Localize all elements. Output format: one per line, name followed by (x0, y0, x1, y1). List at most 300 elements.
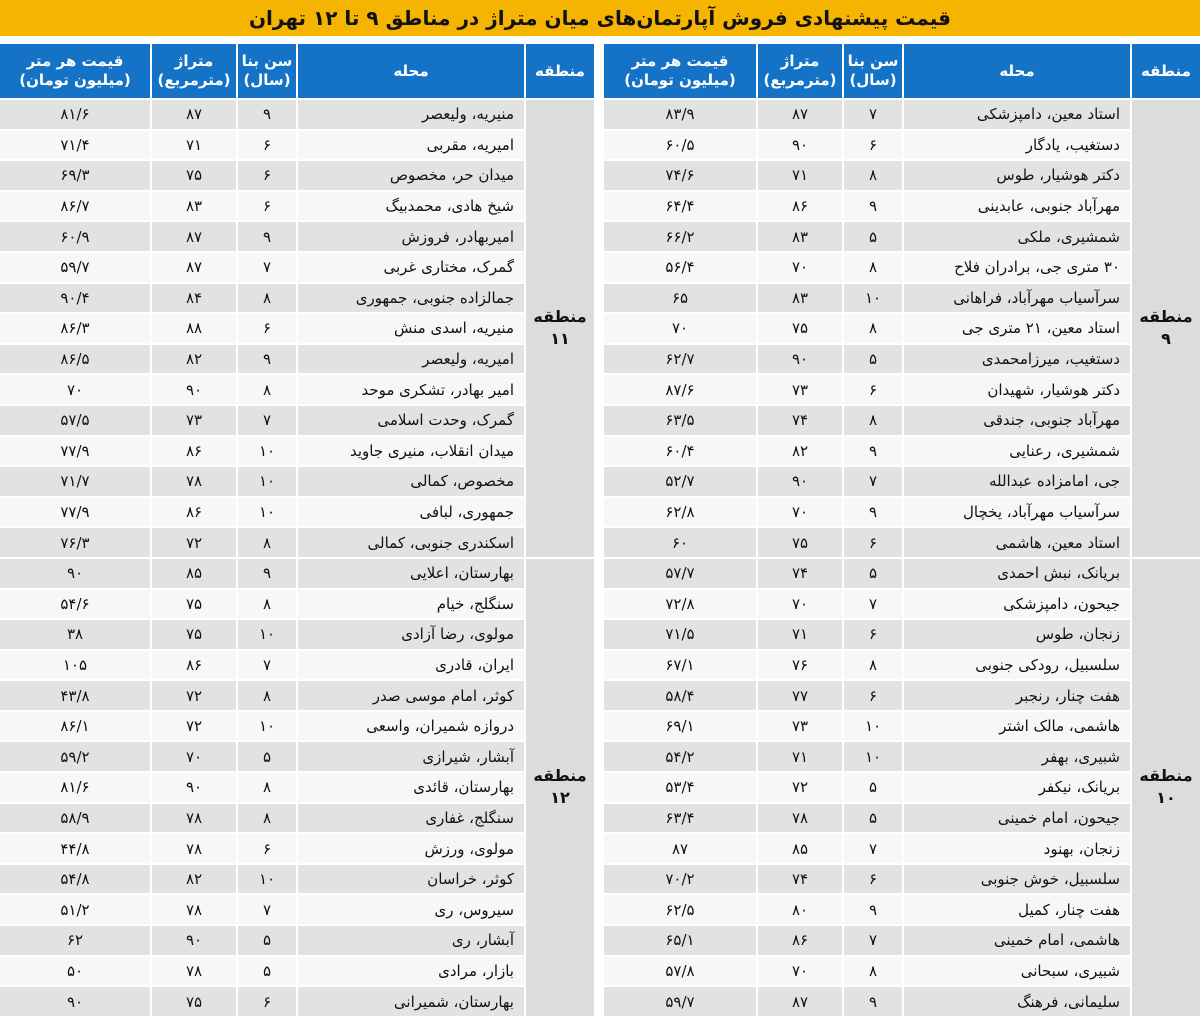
age-cell: ۹ (842, 437, 902, 466)
area-cell: ۷۱ (756, 161, 842, 190)
area-cell: ۹۰ (756, 345, 842, 374)
area-cell: ۸۳ (756, 284, 842, 313)
area-cell: ۷۲ (150, 681, 236, 710)
table-row (604, 131, 1200, 160)
age-cell: ۱۰ (236, 620, 296, 649)
area-cell: ۷۴ (756, 559, 842, 588)
age-cell: ۶ (842, 865, 902, 894)
price-cell: ۶۴/۴ (604, 192, 756, 221)
area-cell: ۷۵ (756, 528, 842, 557)
age-cell: ۸ (236, 528, 296, 557)
age-cell: ۶ (842, 131, 902, 160)
header-neighborhood: محله (902, 44, 1130, 98)
table-row (0, 406, 594, 435)
neighborhood-cell: استاد معین، ۲۱ متری جی (902, 314, 1130, 343)
region-cell: منطقه ۱۰ (1130, 559, 1200, 1016)
age-cell: ۶ (842, 528, 902, 557)
region-cell: منطقه ۹ (1130, 100, 1200, 557)
area-cell: ۷۶ (756, 651, 842, 680)
neighborhood-cell: زنجان، طوس (902, 620, 1130, 649)
price-cell: ۵۶/۴ (604, 253, 756, 282)
age-cell: ۵ (842, 773, 902, 802)
table-row (604, 926, 1200, 955)
area-cell: ۷۴ (756, 865, 842, 894)
table-row (0, 804, 594, 833)
table-row (604, 437, 1200, 466)
table-row (604, 161, 1200, 190)
table-row (0, 100, 594, 129)
price-cell: ۵۸/۴ (604, 681, 756, 710)
age-cell: ۸ (236, 804, 296, 833)
age-cell: ۷ (236, 895, 296, 924)
header-price: قیمت هر متر (میلیون تومان) (0, 44, 150, 98)
area-cell: ۸۳ (150, 192, 236, 221)
price-cell: ۸۶/۳ (0, 314, 150, 343)
neighborhood-cell: هفت چنار، کمیل (902, 895, 1130, 924)
price-cell: ۵۳/۴ (604, 773, 756, 802)
area-cell: ۸۶ (150, 498, 236, 527)
price-cell: ۶۰/۴ (604, 437, 756, 466)
table-row (604, 253, 1200, 282)
table-row (604, 987, 1200, 1016)
age-cell: ۸ (842, 651, 902, 680)
age-cell: ۱۰ (236, 712, 296, 741)
table-row (0, 253, 594, 282)
area-cell: ۷۱ (150, 131, 236, 160)
age-cell: ۵ (842, 804, 902, 833)
header-price: قیمت هر متر (میلیون تومان) (604, 44, 756, 98)
price-cell: ۸۱/۶ (0, 100, 150, 129)
age-cell: ۷ (842, 100, 902, 129)
area-cell: ۸۶ (150, 651, 236, 680)
age-cell: ۸ (236, 284, 296, 313)
neighborhood-cell: منیریه، ولیعصر (296, 100, 524, 129)
age-cell: ۶ (236, 192, 296, 221)
area-cell: ۸۵ (756, 834, 842, 863)
age-cell: ۱۰ (236, 865, 296, 894)
area-cell: ۷۰ (756, 498, 842, 527)
price-cell: ۶۹/۱ (604, 712, 756, 741)
table-row (604, 681, 1200, 710)
price-cell: ۷۶/۳ (0, 528, 150, 557)
age-cell: ۶ (842, 681, 902, 710)
neighborhood-cell: استاد معین، دامپزشکی (902, 100, 1130, 129)
area-cell: ۷۵ (150, 620, 236, 649)
age-cell: ۷ (842, 467, 902, 496)
neighborhood-cell: آبشار، شیرازی (296, 742, 524, 771)
neighborhood-cell: مهرآباد جنوبی، جندقی (902, 406, 1130, 435)
neighborhood-cell: سنگلج، خیام (296, 590, 524, 619)
neighborhood-cell: سلسبیل، رودکی جنوبی (902, 651, 1130, 680)
table-row (0, 467, 594, 496)
neighborhood-cell: بهارستان، قائدی (296, 773, 524, 802)
neighborhood-cell: گمرک، مختاری غربی (296, 253, 524, 282)
price-cell: ۷۴/۶ (604, 161, 756, 190)
neighborhood-cell: سرآسیاب مهرآباد، یخچال (902, 498, 1130, 527)
price-cell: ۷۰ (0, 375, 150, 404)
table-row (604, 222, 1200, 251)
price-cell: ۶۵/۱ (604, 926, 756, 955)
age-cell: ۷ (236, 253, 296, 282)
area-cell: ۷۲ (150, 712, 236, 741)
neighborhood-cell: میدان حر، مخصوص (296, 161, 524, 190)
table-row (0, 528, 594, 557)
area-cell: ۸۵ (150, 559, 236, 588)
price-cell: ۶۲ (0, 926, 150, 955)
table-row (0, 742, 594, 771)
table-row (0, 681, 594, 710)
price-cell: ۶۵ (604, 284, 756, 313)
area-cell: ۸۰ (756, 895, 842, 924)
price-cell: ۸۱/۶ (0, 773, 150, 802)
age-cell: ۸ (842, 161, 902, 190)
age-cell: ۷ (236, 406, 296, 435)
neighborhood-cell: سلیمانی، فرهنگ (902, 987, 1130, 1016)
price-cell: ۶۲/۸ (604, 498, 756, 527)
price-cell: ۷۷/۹ (0, 437, 150, 466)
table-row (604, 406, 1200, 435)
neighborhood-cell: هاشمی، امام خمینی (902, 926, 1130, 955)
price-cell: ۹۰/۴ (0, 284, 150, 313)
price-cell: ۸۷/۶ (604, 375, 756, 404)
table-body (604, 100, 1200, 1016)
area-cell: ۷۵ (150, 161, 236, 190)
table-row (0, 926, 594, 955)
price-cell: ۵۹/۲ (0, 742, 150, 771)
table-row (0, 620, 594, 649)
area-cell: ۸۷ (150, 253, 236, 282)
age-cell: ۱۰ (236, 437, 296, 466)
age-cell: ۸ (236, 590, 296, 619)
area-cell: ۷۸ (756, 804, 842, 833)
age-cell: ۵ (842, 345, 902, 374)
table-row (0, 131, 594, 160)
neighborhood-cell: بریانک، نبش احمدی (902, 559, 1130, 588)
price-cell: ۵۹/۷ (0, 253, 150, 282)
area-cell: ۸۷ (150, 100, 236, 129)
area-cell: ۷۰ (756, 253, 842, 282)
table-row (604, 712, 1200, 741)
neighborhood-cell: اسکندری جنوبی، کمالی (296, 528, 524, 557)
price-cell: ۵۷/۸ (604, 957, 756, 986)
age-cell: ۶ (842, 620, 902, 649)
area-cell: ۸۶ (756, 192, 842, 221)
neighborhood-cell: مخصوص، کمالی (296, 467, 524, 496)
area-cell: ۷۸ (150, 895, 236, 924)
neighborhood-cell: بریانک، نیکفر (902, 773, 1130, 802)
neighborhood-cell: امیریه، مقربی (296, 131, 524, 160)
area-cell: ۷۲ (150, 528, 236, 557)
age-cell: ۷ (842, 926, 902, 955)
area-cell: ۷۱ (756, 742, 842, 771)
price-cell: ۷۲/۸ (604, 590, 756, 619)
price-cell: ۵۲/۷ (604, 467, 756, 496)
neighborhood-cell: دستغیب، یادگار (902, 131, 1130, 160)
header-age: سن بنا (سال) (842, 44, 902, 98)
neighborhood-cell: جی، امامزاده عبدالله (902, 467, 1130, 496)
table-row (0, 957, 594, 986)
price-cell: ۵۰ (0, 957, 150, 986)
price-cell: ۷۰/۲ (604, 865, 756, 894)
table-row (604, 590, 1200, 619)
age-cell: ۷ (842, 590, 902, 619)
age-cell: ۱۰ (842, 712, 902, 741)
area-cell: ۸۴ (150, 284, 236, 313)
age-cell: ۶ (236, 987, 296, 1016)
price-cell: ۶۰ (604, 528, 756, 557)
area-cell: ۷۰ (756, 590, 842, 619)
neighborhood-cell: جمالزاده جنوبی، جمهوری (296, 284, 524, 313)
age-cell: ۵ (842, 559, 902, 588)
table-row (604, 314, 1200, 343)
neighborhood-cell: منیریه، اسدی منش (296, 314, 524, 343)
area-cell: ۹۰ (150, 773, 236, 802)
neighborhood-cell: مهرآباد جنوبی، عابدینی (902, 192, 1130, 221)
area-cell: ۸۲ (756, 437, 842, 466)
neighborhood-cell: سرآسیاب مهرآباد، فراهانی (902, 284, 1130, 313)
table-row (604, 620, 1200, 649)
age-cell: ۶ (236, 161, 296, 190)
table-row (604, 467, 1200, 496)
age-cell: ۹ (842, 192, 902, 221)
table-row (604, 773, 1200, 802)
table-row (0, 284, 594, 313)
neighborhood-cell: سنگلج، غفاری (296, 804, 524, 833)
area-cell: ۷۳ (150, 406, 236, 435)
area-cell: ۷۷ (756, 681, 842, 710)
table-row (0, 987, 594, 1016)
table-row (604, 834, 1200, 863)
age-cell: ۱۰ (842, 742, 902, 771)
table-row (0, 345, 594, 374)
neighborhood-cell: شمشیری، ملکی (902, 222, 1130, 251)
age-cell: ۹ (236, 345, 296, 374)
area-cell: ۷۵ (150, 590, 236, 619)
age-cell: ۶ (842, 375, 902, 404)
age-cell: ۹ (842, 987, 902, 1016)
area-cell: ۷۳ (756, 712, 842, 741)
table-row (0, 192, 594, 221)
neighborhood-cell: ۳۰ متری جی، برادران فلاح (902, 253, 1130, 282)
neighborhood-cell: بازار، مرادی (296, 957, 524, 986)
area-cell: ۷۸ (150, 467, 236, 496)
age-cell: ۸ (236, 773, 296, 802)
price-cell: ۶۳/۴ (604, 804, 756, 833)
area-cell: ۷۵ (756, 314, 842, 343)
neighborhood-cell: بهارستان، شمیرانی (296, 987, 524, 1016)
neighborhood-cell: هاشمی، مالک اشتر (902, 712, 1130, 741)
area-cell: ۸۲ (150, 345, 236, 374)
price-cell: ۷۰ (604, 314, 756, 343)
area-cell: ۷۸ (150, 804, 236, 833)
price-cell: ۷۱/۵ (604, 620, 756, 649)
price-cell: ۵۴/۶ (0, 590, 150, 619)
price-cell: ۶۳/۵ (604, 406, 756, 435)
area-cell: ۸۸ (150, 314, 236, 343)
area-cell: ۷۵ (150, 987, 236, 1016)
neighborhood-cell: ایران، قادری (296, 651, 524, 680)
age-cell: ۸ (842, 253, 902, 282)
price-cell: ۵۴/۸ (0, 865, 150, 894)
area-cell: ۷۰ (150, 742, 236, 771)
neighborhood-cell: زنجان، بهنود (902, 834, 1130, 863)
table-row (604, 100, 1200, 129)
region-cell: منطقه ۱۲ (524, 559, 594, 1016)
neighborhood-cell: مولوی، ورزش (296, 834, 524, 863)
table-regions-9-10 (604, 42, 1200, 1018)
table-row (604, 192, 1200, 221)
age-cell: ۹ (842, 498, 902, 527)
neighborhood-cell: دکتر هوشیار، طوس (902, 161, 1130, 190)
age-cell: ۸ (236, 375, 296, 404)
price-cell: ۸۶/۱ (0, 712, 150, 741)
area-cell: ۸۶ (150, 437, 236, 466)
price-cell: ۸۳/۹ (604, 100, 756, 129)
age-cell: ۸ (842, 314, 902, 343)
neighborhood-cell: شبیری، بهفر (902, 742, 1130, 771)
table-row (0, 222, 594, 251)
price-cell: ۶۲/۵ (604, 895, 756, 924)
table-row (0, 437, 594, 466)
price-cell: ۹۰ (0, 559, 150, 588)
neighborhood-cell: میدان انقلاب، منیری جاوید (296, 437, 524, 466)
price-cell: ۸۶/۵ (0, 345, 150, 374)
neighborhood-cell: سیروس، ری (296, 895, 524, 924)
area-cell: ۷۸ (150, 834, 236, 863)
price-cell: ۶۹/۳ (0, 161, 150, 190)
neighborhood-cell: مولوی، رضا آزادی (296, 620, 524, 649)
neighborhood-cell: جیحون، دامپزشکی (902, 590, 1130, 619)
table-row (0, 834, 594, 863)
table-row (604, 375, 1200, 404)
header-region: منطقه (524, 44, 594, 98)
table-row (604, 804, 1200, 833)
price-cell: ۶۰/۵ (604, 131, 756, 160)
header-area: متراژ (مترمربع) (150, 44, 236, 98)
price-cell: ۶۷/۱ (604, 651, 756, 680)
age-cell: ۶ (236, 834, 296, 863)
page-title: قیمت پیشنهادی فروش آپارتمان‌های میان متراژ در مناطق ۹ تا ۱۲ تهران (0, 0, 1200, 36)
area-cell: ۷۳ (756, 375, 842, 404)
table-row (604, 651, 1200, 680)
price-cell: ۴۴/۸ (0, 834, 150, 863)
table-row (604, 528, 1200, 557)
neighborhood-cell: امیریه، ولیعصر (296, 345, 524, 374)
neighborhood-cell: شمشیری، رعنایی (902, 437, 1130, 466)
header-row (604, 44, 1200, 98)
age-cell: ۶ (236, 314, 296, 343)
table-row (604, 559, 1200, 588)
neighborhood-cell: سلسبیل، خوش جنوبی (902, 865, 1130, 894)
area-cell: ۷۸ (150, 957, 236, 986)
age-cell: ۱۰ (236, 498, 296, 527)
area-cell: ۹۰ (756, 467, 842, 496)
table-row (604, 742, 1200, 771)
area-cell: ۹۰ (756, 131, 842, 160)
age-cell: ۹ (236, 222, 296, 251)
table-row (0, 590, 594, 619)
table-body (0, 100, 594, 1016)
neighborhood-cell: جمهوری، لبافی (296, 498, 524, 527)
age-cell: ۱۰ (236, 467, 296, 496)
area-cell: ۸۲ (150, 865, 236, 894)
area-cell: ۸۷ (150, 222, 236, 251)
table-regions-11-12 (0, 42, 594, 1018)
age-cell: ۵ (236, 742, 296, 771)
neighborhood-cell: استاد معین، هاشمی (902, 528, 1130, 557)
table-row (0, 375, 594, 404)
table-row (0, 498, 594, 527)
area-cell: ۸۷ (756, 100, 842, 129)
price-cell: ۴۳/۸ (0, 681, 150, 710)
neighborhood-cell: دروازه شمیران، واسعی (296, 712, 524, 741)
table-row (0, 651, 594, 680)
header-row (0, 44, 594, 98)
table-row (604, 895, 1200, 924)
neighborhood-cell: امیر بهادر، تشکری موحد (296, 375, 524, 404)
neighborhood-cell: کوثر، امام موسی صدر (296, 681, 524, 710)
price-cell: ۶۶/۲ (604, 222, 756, 251)
price-cell: ۵۱/۲ (0, 895, 150, 924)
neighborhood-cell: کوثر، خراسان (296, 865, 524, 894)
age-cell: ۷ (236, 651, 296, 680)
header-age: سن بنا (سال) (236, 44, 296, 98)
price-cell: ۳۸ (0, 620, 150, 649)
neighborhood-cell: جیحون، امام خمینی (902, 804, 1130, 833)
area-cell: ۷۰ (756, 957, 842, 986)
neighborhood-cell: دستغیب، میرزامحمدی (902, 345, 1130, 374)
table-row (604, 498, 1200, 527)
age-cell: ۷ (842, 834, 902, 863)
header-neighborhood: محله (296, 44, 524, 98)
price-cell: ۷۷/۹ (0, 498, 150, 527)
price-cell: ۶۲/۷ (604, 345, 756, 374)
table-row (0, 712, 594, 741)
table-row (0, 161, 594, 190)
age-cell: ۵ (236, 957, 296, 986)
age-cell: ۸ (236, 681, 296, 710)
area-cell: ۸۶ (756, 926, 842, 955)
area-cell: ۹۰ (150, 926, 236, 955)
table-row (604, 957, 1200, 986)
table-row (0, 314, 594, 343)
table-row (0, 773, 594, 802)
neighborhood-cell: بهارستان، اعلایی (296, 559, 524, 588)
table-row (604, 284, 1200, 313)
age-cell: ۵ (842, 222, 902, 251)
neighborhood-cell: آبشار، ری (296, 926, 524, 955)
neighborhood-cell: دکتر هوشیار، شهیدان (902, 375, 1130, 404)
age-cell: ۸ (842, 406, 902, 435)
neighborhood-cell: هفت چنار، رنجبر (902, 681, 1130, 710)
price-cell: ۵۹/۷ (604, 987, 756, 1016)
age-cell: ۹ (842, 895, 902, 924)
table-row (604, 345, 1200, 374)
price-cell: ۹۰ (0, 987, 150, 1016)
region-cell: منطقه ۱۱ (524, 100, 594, 557)
price-cell: ۸۶/۷ (0, 192, 150, 221)
age-cell: ۶ (236, 131, 296, 160)
table-row (0, 895, 594, 924)
area-cell: ۷۲ (756, 773, 842, 802)
price-cell: ۷۱/۴ (0, 131, 150, 160)
table-row (604, 865, 1200, 894)
table-row (0, 559, 594, 588)
price-cell: ۱۰۵ (0, 651, 150, 680)
table-row (0, 865, 594, 894)
area-cell: ۷۱ (756, 620, 842, 649)
price-cell: ۶۰/۹ (0, 222, 150, 251)
